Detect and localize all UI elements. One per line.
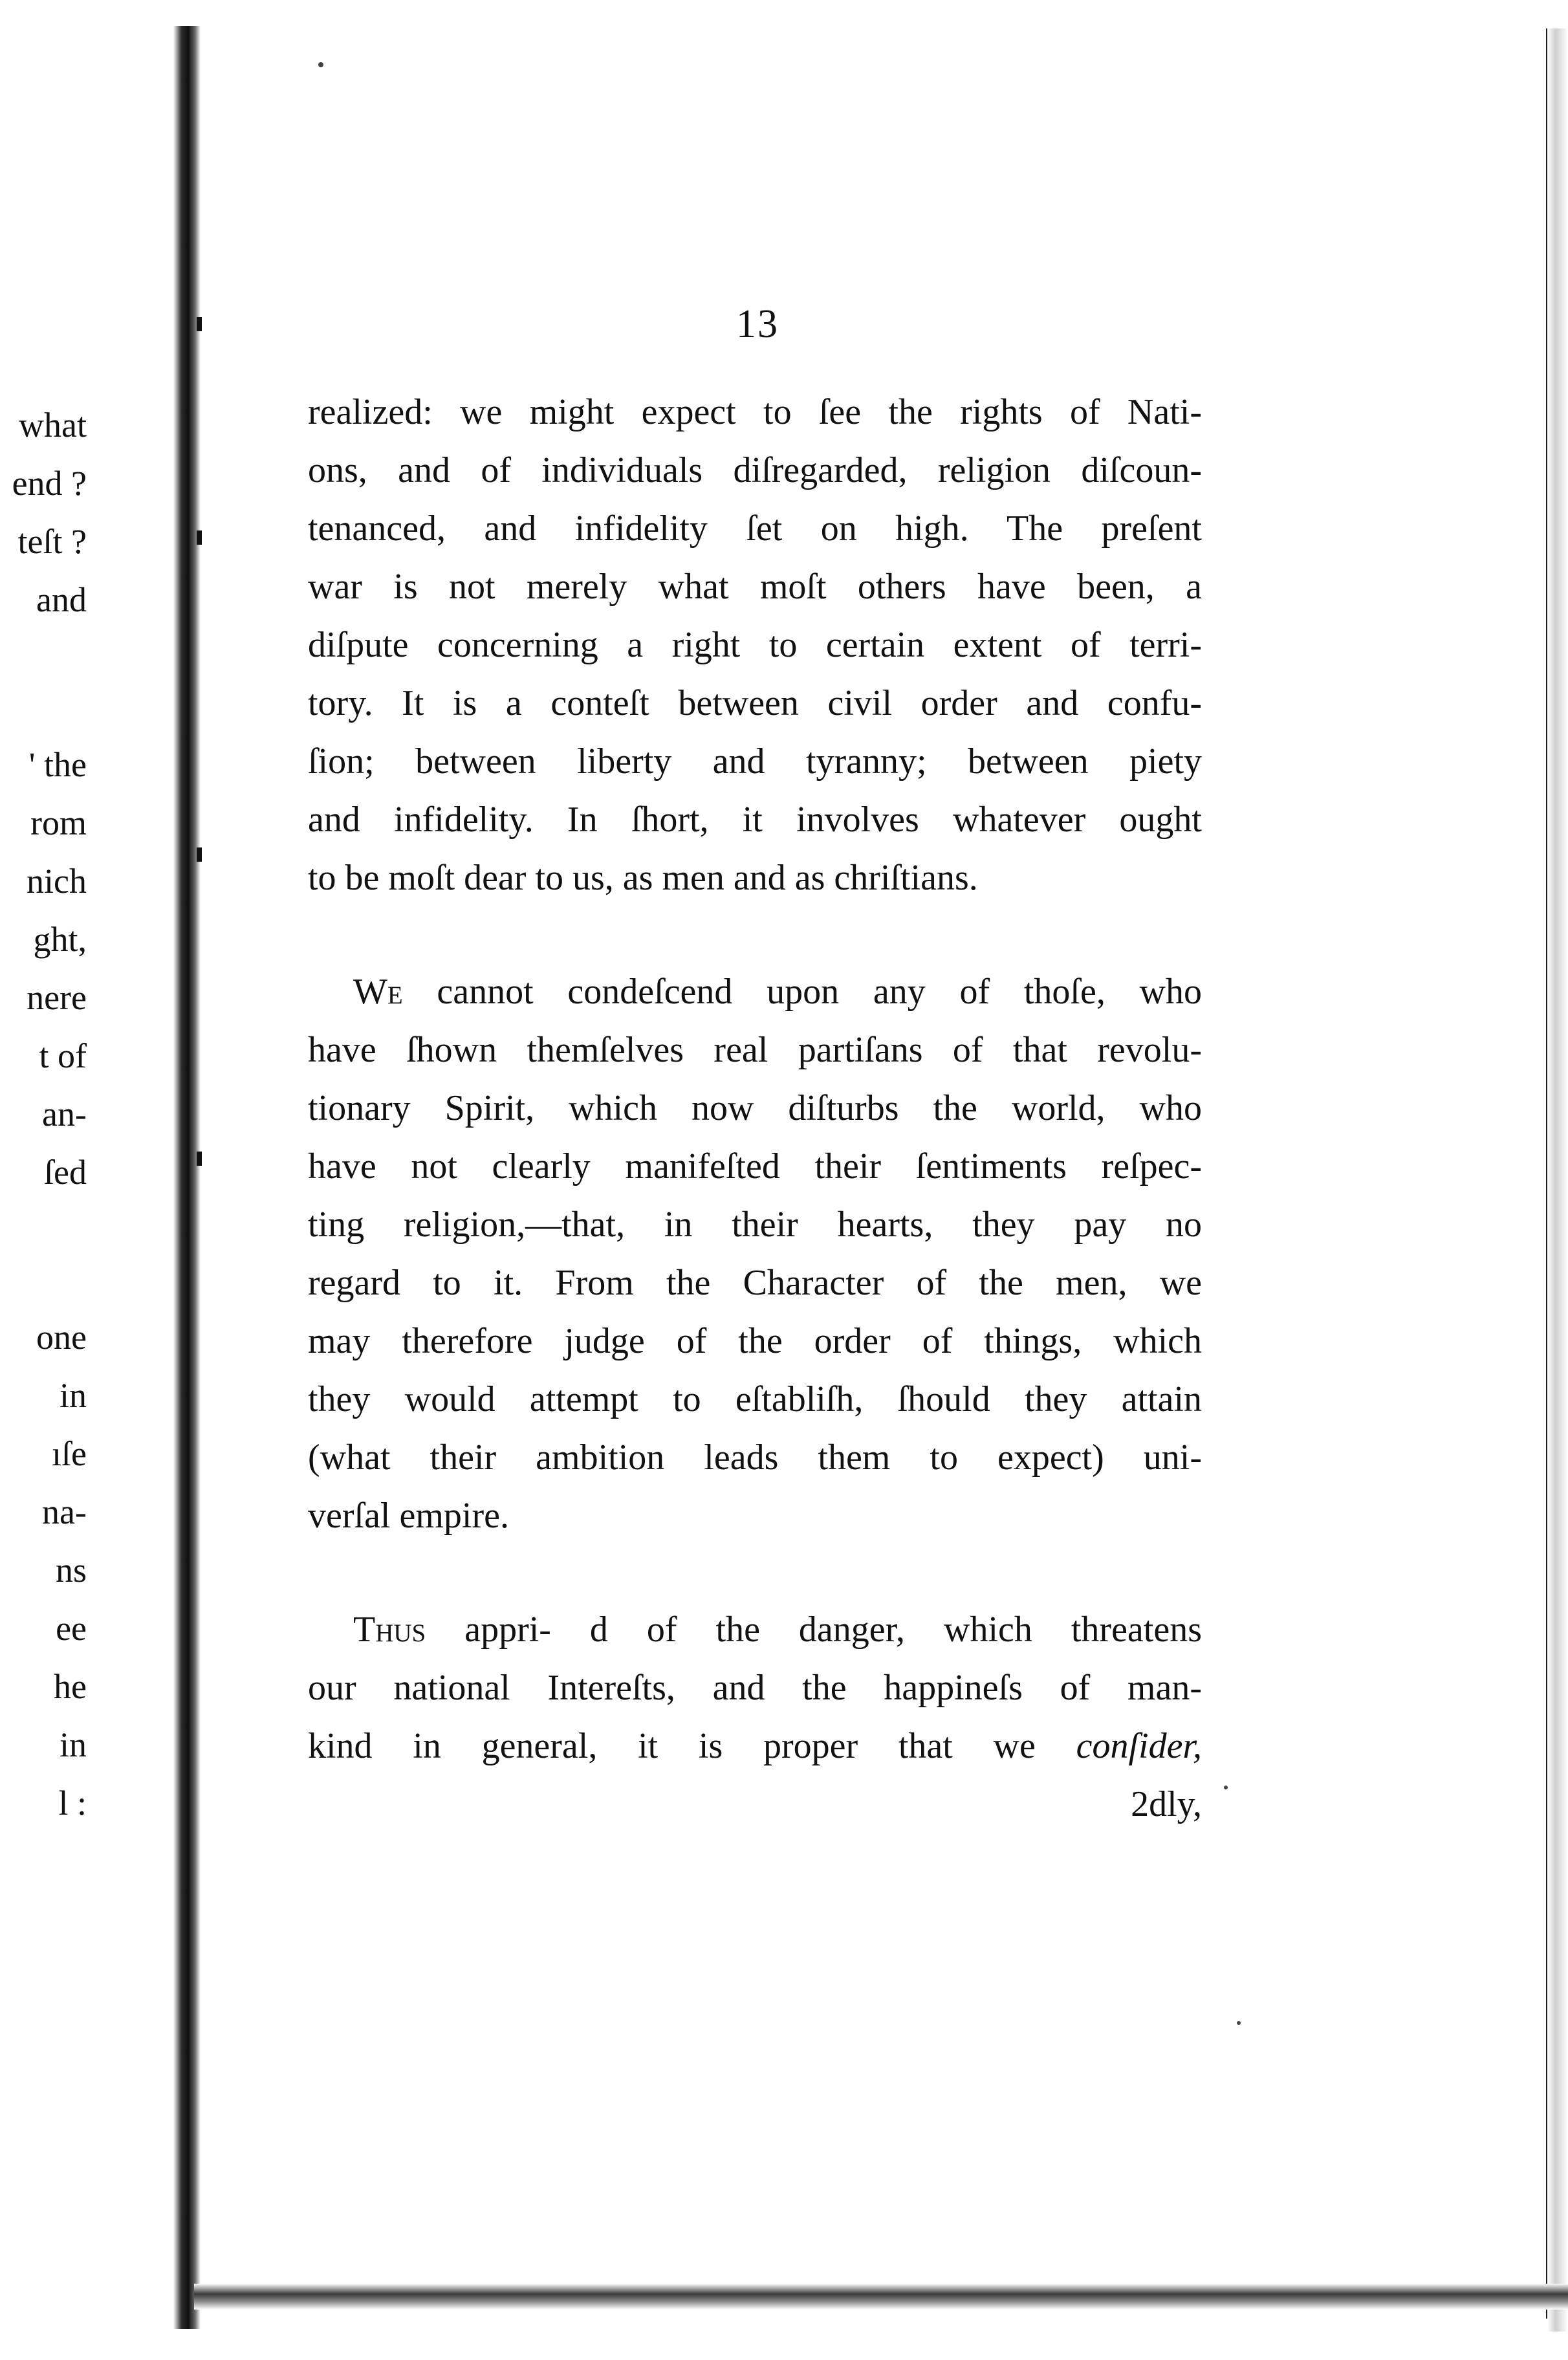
text-line: ting religion,—that, in their hearts, they pay no bbox=[308, 1205, 1202, 1245]
facing-page-line: in bbox=[59, 1725, 87, 1764]
text-run: kind in general, it is proper that we bbox=[308, 1726, 1036, 1766]
text-line: ons, and of individuals diſregarded, religion diſcoun- bbox=[308, 450, 1202, 490]
facing-page-line: nere bbox=[27, 978, 87, 1017]
text-run: appri‑ d of the danger, which threatens bbox=[426, 1610, 1202, 1650]
text-line bbox=[308, 963, 1202, 1021]
text-line: verſal empire. bbox=[308, 1496, 509, 1536]
text-line: realized: we might expect to ſee the rights of Nati- bbox=[308, 392, 1202, 432]
gutter-mark bbox=[197, 530, 202, 545]
paragraph-3 bbox=[308, 1601, 1202, 1833]
text-line bbox=[308, 1717, 1202, 1775]
text-line: war is not merely what moſt others have been, a bbox=[308, 567, 1202, 607]
paper-speck bbox=[1224, 1786, 1228, 1789]
gutter-mark bbox=[197, 847, 202, 862]
facing-page-line: one bbox=[36, 1318, 87, 1357]
paragraph-1 bbox=[308, 383, 1202, 907]
text-line: to be moſt dear to us, as men and as chriſtians. bbox=[308, 858, 978, 898]
facing-page-line: and bbox=[36, 580, 87, 619]
facing-page-line: na- bbox=[42, 1492, 87, 1531]
facing-page-fragment bbox=[0, 0, 191, 2360]
text-line: tionary Spirit, which now diſturbs the world, who bbox=[308, 1088, 1202, 1128]
facing-page-line: an- bbox=[42, 1095, 87, 1133]
facing-page-line: nich bbox=[27, 862, 87, 901]
facing-page-line: ns bbox=[55, 1551, 87, 1590]
page-edge-bottom bbox=[194, 2284, 1568, 2310]
paper-speck bbox=[1237, 2021, 1241, 2025]
text-line: our national Intereſts, and the happineſs of man- bbox=[308, 1668, 1202, 1708]
text-line: and infidelity. In ſhort, it involves whatever ought bbox=[308, 800, 1202, 840]
facing-page-line: teſt ? bbox=[17, 522, 87, 561]
text-line: diſpute concerning a right to certain extent of terri- bbox=[308, 625, 1202, 665]
page-edge-right bbox=[1547, 28, 1568, 2332]
text-line: they would attempt to eſtabliſh, ſhould they attain bbox=[308, 1379, 1202, 1419]
gutter-mark bbox=[197, 1152, 202, 1166]
paper-speck bbox=[318, 62, 323, 67]
page-number: 13 bbox=[736, 302, 779, 346]
facing-page-line: t of bbox=[39, 1036, 87, 1075]
text-line bbox=[308, 1601, 1202, 1659]
text-line: ſion; between liberty and tyranny; between piety bbox=[308, 741, 1202, 781]
text-line: tenanced, and infidelity ſet on high. The preſent bbox=[308, 508, 1202, 549]
text-line: have ſhown themſelves real partiſans of that revolu- bbox=[308, 1030, 1202, 1070]
text-line: tory. It is a conteſt between civil order and confu- bbox=[308, 683, 1202, 723]
facing-page-line: ıſe bbox=[52, 1434, 87, 1473]
facing-page-line: end ? bbox=[12, 464, 87, 503]
text-line: (what their ambition leads them to expect) uni- bbox=[308, 1437, 1202, 1478]
facing-page-line: in bbox=[59, 1376, 87, 1415]
facing-page-line: ee bbox=[56, 1609, 87, 1648]
lead-word: We bbox=[353, 972, 403, 1012]
binding-gutter bbox=[173, 26, 201, 2329]
facing-page-line: l : bbox=[58, 1784, 87, 1822]
facing-page-line: rom bbox=[30, 803, 87, 842]
catchword: 2dly, bbox=[1131, 1784, 1202, 1824]
text-run: cannot condeſcend upon any of thoſe, who bbox=[402, 972, 1202, 1012]
gutter-mark bbox=[197, 317, 202, 331]
italic-word: conſider, bbox=[1076, 1726, 1202, 1766]
facing-page-line: what bbox=[19, 406, 87, 444]
lead-word: Thus bbox=[353, 1610, 426, 1650]
facing-page-line: ſed bbox=[44, 1153, 87, 1192]
paragraph-2 bbox=[308, 963, 1202, 1545]
text-line: have not clearly manifeſted their ſentiments reſpec- bbox=[308, 1146, 1202, 1186]
text-line: regard to it. From the Character of the men, we bbox=[308, 1263, 1202, 1303]
text-line: may therefore judge of the order of things, which bbox=[308, 1321, 1202, 1361]
facing-page-line: he bbox=[54, 1667, 87, 1706]
facing-page-line: ght, bbox=[33, 920, 87, 959]
facing-page-line: ' the bbox=[28, 745, 87, 784]
